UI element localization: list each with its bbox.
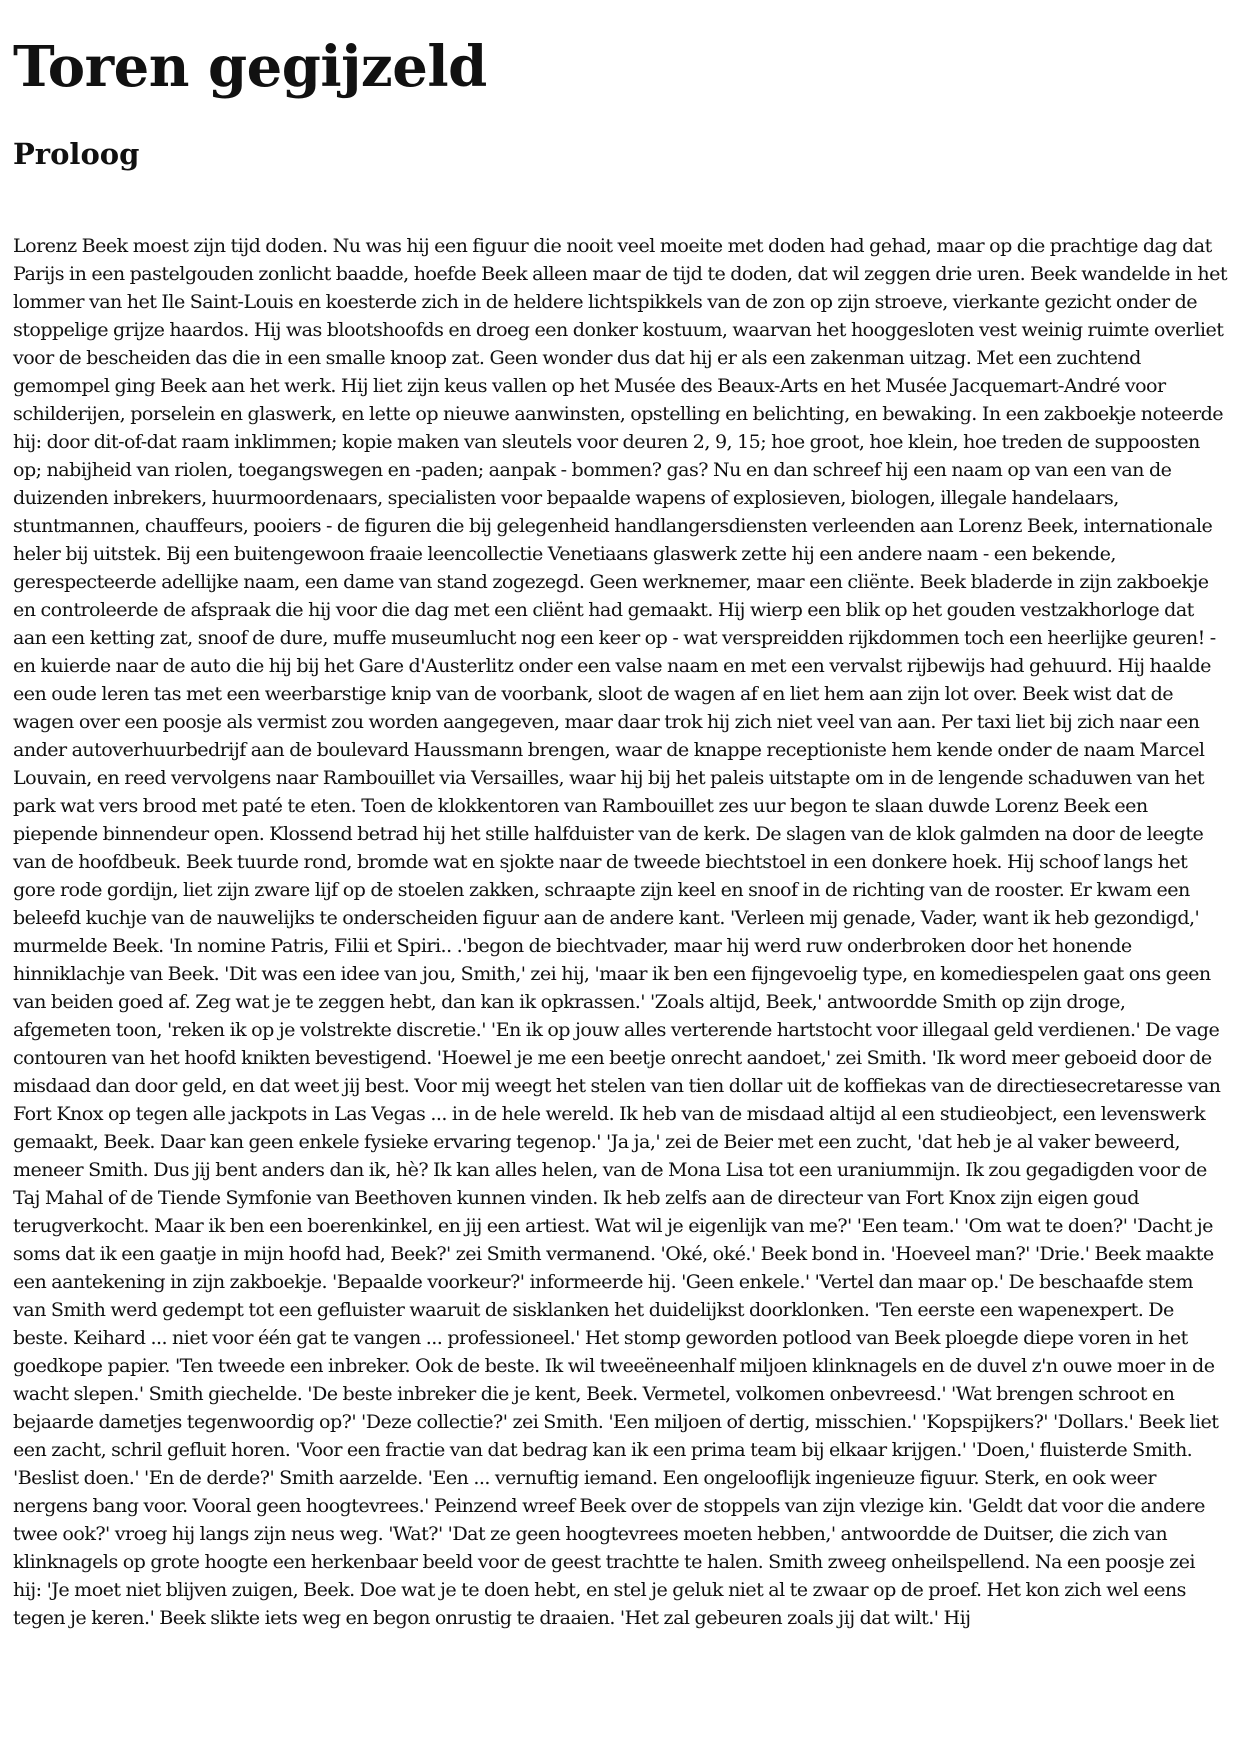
body-paragraph: Lorenz Beek moest zijn tijd doden. Nu was hij een figuur die nooit veel moeite met doden had gehad, maar op die prachtige dag dat Parijs in een pastelgouden zonlicht baadde, hoefde Beek alleen maar de tijd te doden, dat wil zeggen drie uren. Beek wandelde in het lommer van het Ile Saint-Louis en koesterde zich in de heldere lichtspikkels van de zon op zijn stroeve, vierkante gezicht onder de stoppelige grijze haardos. Hij was blootshoofds en droeg een donker kostuum, waarvan het hooggesloten vest weinig ruimte overliet voor de bescheiden das die in een smalle knoop zat. Geen wonder dus dat hij er als een zakenman uitzag. Met een zuchtend gemompel ging Beek aan het werk. Hij liet zijn keus vallen op het Musée des Beaux-Arts en het Musée Jacquemart-André voor schilderijen, porselein en glaswerk, en lette op nieuwe aanwinsten, opstelling en belichting, en bewaking. In een zakboekje noteerde hij: door dit-of-dat raam inklimmen; kopie maken van sleutels voor deuren 2, 9, 15; hoe groot, hoe klein, hoe treden de suppoosten op; nabijheid van riolen, toegangswegen en -paden; aanpak - bommen? gas? Nu en dan schreef hij een naam op van een van de duizenden inbrekers, huurmoordenaars, specialisten voor bepaalde wapens of explosieven, biologen, illegale handelaars, stuntmannen, chauffeurs, pooiers - de figuren die bij gelegenheid handlangersdiensten verleenden aan Lorenz Beek, internationale heler bij uitstek. Bij een buitengewoon fraaie leencollectie Venetiaans glaswerk zette hij een andere naam - een bekende, gerespecteerde adellijke naam, een dame van stand zogezegd. Geen werknemer, maar een cliënte. Beek bladerde in zijn zakboekje en controleerde de afspraak die hij voor die dag met een cliënt had gemaakt. Hij wierp een blik op het gouden vestzakhorloge dat aan een ketting zat, snoof de dure, muffe museumlucht nog een keer op - wat verspreidden rijkdommen toch een heerlijke geuren! - en kuierde naar de auto die hij bij het Gare d'Austerlitz onder een valse naam en met een vervalst rijbewijs had gehuurd. Hij haalde een oude leren tas met een weerbarstige knip van de voorbank, sloot de wagen af en liet hem aan zijn lot over. Beek wist dat de wagen over een poosje als vermist zou worden aangegeven, maar daar trok hij zich niet veel van aan. Per taxi liet bij zich naar een ander autoverhuurbedrijf aan de boulevard Haussmann brengen, waar de knappe receptioniste hem kende onder de naam Marcel Louvain, en reed vervolgens naar Rambouillet via Versailles, waar hij bij het paleis uitstapte om in de lengende schaduwen van het park wat vers brood met paté te eten. Toen de klokkentoren van Rambouillet zes uur begon te slaan duwde Lorenz Beek een piepende binnendeur open. Klossend betrad hij het stille halfduister van de kerk. De slagen van de klok galmden na door de leegte van de hoofdbeuk. Beek tuurde rond, bromde wat en sjokte naar de tweede biechtstoel in een donkere hoek. Hij schoof langs het gore rode gordijn, liet zijn zware lijf op de stoelen zakken, schraapte zijn keel en snoof in de richting van de rooster. Er kwam een beleefd kuchje van de nauwelijks te onderscheiden figuur aan de andere kant. 'Verleen mij genade, Vader, want ik heb gezondigd,' murmelde Beek. 'In nomine Patris, Filii et Spiri.. .'begon de biechtvader, maar hij werd ruw onderbroken door het honende hinniklachje van Beek. 'Dit was een idee van jou, Smith,' zei hij, 'maar ik ben een fijngevoelig type, en komediespelen gaat ons geen van beiden goed af. Zeg wat je te zeggen hebt, dan kan ik opkrassen.' 'Zoals altijd, Beek,' antwoordde Smith op zijn droge, afgemeten toon, 'reken ik op je volstrekte discretie.' 'En ik op jouw alles verterende hartstocht voor illegaal geld verdienen.' De vage contouren van het hoofd knikten bevestigend. 'Hoewel je me een beetje onrecht aandoet,' zei Smith. 'Ik word meer geboeid door de misdaad dan door geld, en dat weet jij best. Voor mij weegt het stelen van tien dollar uit de koffiekas van de directiesecretaresse van Fort Knox op tegen alle jackpots in Las Vegas ... in de hele wereld. Ik heb van de misdaad altijd al een studieobject, een levenswerk gemaakt, Beek. Daar kan geen enkele fysieke ervaring tegenop.' 'Ja ja,' zei de Beier met een zucht, 'dat heb je al vaker beweerd, meneer Smith. Dus jij bent anders dan ik, hè? Ik kan alles helen, van de Mona Lisa tot een uraniummijn. Ik zou gegadigden voor de Taj Mahal of de Tiende Symfonie van Beethoven kunnen vinden. Ik heb zelfs aan de directeur van Fort Knox zijn eigen goud terugverkocht. Maar ik ben een boerenkinkel, en jij een artiest. Wat wil je eigenlijk van me?' 'Een team.' 'Om wat te doen?' 'Dacht je soms dat ik een gaatje in mijn hoofd had, Beek?' zei Smith vermanend. 'Oké, oké.' Beek bond in. 'Hoeveel man?' 'Drie.' Beek maakte een aantekening in zijn zakboekje. 'Bepaalde voorkeur?' informeerde hij. 'Geen enkele.' 'Vertel dan maar op.' De beschaafde stem van Smith werd gedempt tot een gefluister waaruit de sisklanken het duidelijkst doorklonken. 'Ten eerste een wapenexpert. De beste. Keihard ... niet voor één gat te vangen ... professioneel.' Het stomp geworden potlood van Beek ploegde diepe voren in het goedkope papier. 'Ten tweede een inbreker. Ook de beste. Ik wil tweeëneenhalf miljoen klinknagels en de duvel z'n ouwe moer in de wacht slepen.' Smith giechelde. 'De beste inbreker die je kent, Beek. Vermetel, volkomen onbevreesd.' 'Wat brengen schroot en bejaarde dametjes tegenwoordig op?' 'Deze collectie?' zei Smith. 'Een miljoen of dertig, misschien.' 'Kopspijkers?' 'Dollars.' Beek liet een zacht, schril gefluit horen. 'Voor een fractie van dat bedrag kan ik een prima team bij elkaar krijgen.' 'Doen,' fluisterde Smith. 'Beslist doen.' 'En de derde?' Smith aarzelde. 'Een ... vernuftig iemand. Een ongelooflijk ingenieuze figuur. Sterk, en ook weer nergens bang voor. Vooral geen hoogtevrees.' Peinzend wreef Beek over de stoppels van zijn vlezige kin. 'Geldt dat voor die andere twee ook?' vroeg hij langs zijn neus weg. 'Wat?' 'Dat ze geen hoogtevrees moeten hebben,' antwoordde de Duitser, die zich van klinknagels op grote hoogte een herkenbaar beeld voor de geest trachtte te halen. Smith zweeg onheilspellend. Na een poosje zei hij: 'Je moet niet blijven zuigen, Beek. Doe wat je te doen hebt, en stel je geluk niet al te zwaar op de proef. Het kon zich wel eens tegen je keren.' Beek slikte iets weg en begon onrustig te draaien. 'Het zal gebeuren zoals jij dat wilt.' Hij (13, 234, 1227, 1629)
book-title: Toren gegijzeld (13, 34, 487, 100)
chapter-heading: Proloog (13, 137, 140, 171)
